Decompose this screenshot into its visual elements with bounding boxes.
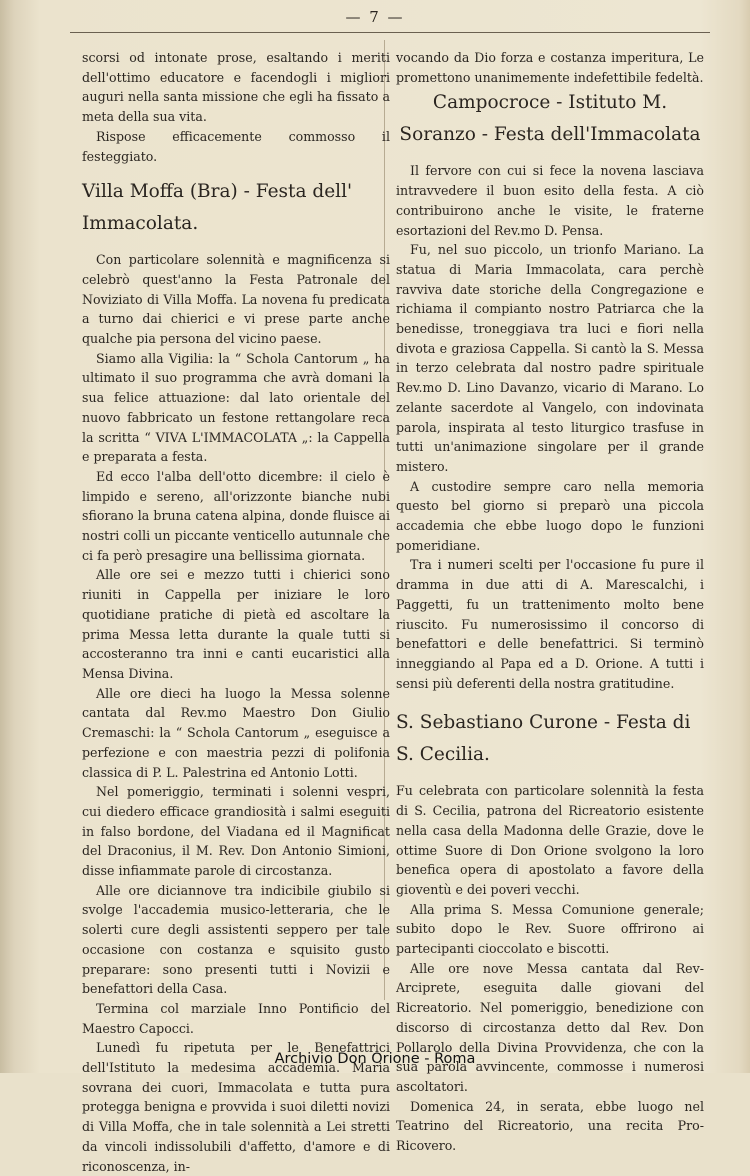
paragraph: Rispose efficacemente commosso il festeggiato.	[82, 128, 390, 164]
paragraph: scorsi od intonate prose, esaltando i meriti dell'ottimo educatore e facendogli i migliori auguri nella santa missione che egli ha fissato a meta della sua vita.	[82, 50, 390, 125]
paragraph: Alle ore dieci ha luogo la Messa solenne cantata dal Rev.mo Maestro Don Giulio Cremaschi: la “ Schola Cantorum „ eseguisce a perfezione e con maestria pezzi di polifonia classica di P. L. Palestrina ed Antonio Lotti.	[82, 685, 390, 780]
section-heading-villa-moffa: Villa Moffa (Bra) - Festa dell' Immacolata.	[82, 181, 353, 235]
paragraph: Fu celebrata con particolare solennità la festa di S. Cecilia, patrona del Ricreatorio esistente nella casa della Madonna delle Grazie, dove le ottime Suore di Don Orione svolgono la loro benefica opera di apostolato a favore della gioventù e dei poveri vecchi.	[396, 783, 704, 897]
paragraph: Ed ecco l'alba dell'otto dicembre: il cielo è limpido e sereno, all'orizzonte bianche nubi sfiorano la bruna catena alpina, donde fluisce ai nostri colli un piccante venticello autunnale che ci fa però presagire una bellissima giornata.	[82, 468, 390, 563]
paragraph: Il fervore con cui si fece la novena lasciava intravvedere il buon esito della festa. A ciò contribuirono anche le visite, le fraterne esortazioni del Rev.mo D. Pensa.	[396, 163, 704, 238]
paragraph: Lunedì fu ripetuta per le Benefattrici dell'Istituto la medesima accademia. Maria sovrana dei cuori, Immacolata e tutta pura protegga benigna e provvida i suoi diletti novizi di Villa Moffa, che in tale solennità a Lei stretti da vincoli indissolubili d'affetto, d'amore e di riconoscenza, in-	[82, 1040, 390, 1174]
left-column	[82, 48, 390, 1176]
paragraph: Alla prima S. Messa Comunione generale; subito dopo le Rev. Suore offrirono ai partecipanti cioccolato e biscotti.	[396, 901, 704, 957]
paragraph: Con particolare solennità e magnificenza si celebrò quest'anno la Festa Patronale del Noviziato di Villa Moffa. La novena fu predicata a turno dai chierici e vi prese parte anche qualche pia persona del vicino paese.	[82, 252, 390, 347]
archive-footer: Archivio Don Orione - Roma	[274, 1051, 476, 1067]
section-heading-campocroce: Campocroce - Istituto M. Soranzo - Festa dell'Immacolata	[399, 92, 701, 146]
paragraph: A custodire sempre caro nella memoria questo bel giorno si preparò una piccola accademia che ebbe luogo dopo le funzioni pomeridiane.	[396, 478, 704, 553]
header-rule	[70, 32, 710, 33]
page-number: — 7 —	[345, 8, 405, 26]
paragraph: vocando da Dio forza e costanza imperitura, Le promettono unanimemente indefettibile fedeltà.	[396, 50, 704, 85]
paragraph: Alle ore sei e mezzo tutti i chierici sono riuniti in Cappella per iniziare le loro quotidiane pratiche di pietà ed ascoltare la prima Messa letta durante la quale tutti si accosteranno tra inni e canti eucaristici alla Mensa Divina.	[82, 567, 390, 681]
section-heading-s-sebastiano: S. Sebastiano Curone - Festa di S. Cecilia.	[396, 712, 691, 766]
paragraph: Alle ore nove Messa cantata dal Rev- Arciprete, eseguita dalle giovani del Ricreatorio. Nel pomeriggio, benedizione con discorso di circostanza detto dal Rev. Don Pollarolo della Divina Provvidenza, che con la sua parola avvincente, commosse i numerosi ascoltatori.	[396, 960, 704, 1094]
paragraph: Alle ore diciannove tra indicibile giubilo si svolge l'accademia musico-letteraria, che le solerti cure degli assistenti seppero per tale occasione con costanza e squisito gusto preparare: sono presenti tutti i Novizii e benefattori della Casa.	[82, 882, 390, 997]
paragraph: Domenica 24, in serata, ebbe luogo nel Teatrino del Ricreatorio, una recita Pro-Ricovero.	[396, 1098, 704, 1154]
paragraph: Termina col marziale Inno Pontificio del Maestro Capocci.	[82, 1000, 390, 1036]
paragraph: Tra i numeri scelti per l'occasione fu pure il dramma in due atti di A. Marescalchi, i Paggetti, fu un trattenimento molto bene riuscito. Fu numerosissimo il concorso di benefattori e delle benefattrici. Si terminò inneggiando al Papa ed a D. Orione. A tutti i sensi più deferenti della nostra gratitudine.	[396, 557, 704, 691]
paragraph: Fu, nel suo piccolo, un trionfo Mariano. La statua di Maria Immacolata, cara perchè ravviva date storiche della Congregazione e richiama il compianto nostro Patriarca che la benedisse, troneggiava tra luci e fiori nella divota e graziosa Cappella. Si cantò la S. Messa in terzo celebrata dal nostro padre spirituale Rev.mo D. Lino Davanzo, vicario di Marano. Lo zelante sacerdote al Vangelo, con indovinata parola, inspirata al testo liturgico trasfuse in tutti un'animazione singolare per il grande mistero.	[396, 242, 704, 474]
paragraph: Siamo alla Vigilia: la “ Schola Cantorum „ ha ultimato il suo programma che avrà domani la sua felice attuazione: dal lato orientale del nuovo fabbricato un festone rettangolare reca la scritta “ VIVA L'IMMACOLATA „: la Cappella e preparata a festa.	[82, 350, 390, 465]
right-column	[396, 48, 704, 1156]
paragraph: Nel pomeriggio, terminati i solenni vespri, cui diedero efficace grandiosità i salmi eseguiti in falso bordone, del Viadana ed il Magnificat del Draconius, il M. Rev. Don Antonio Simioni, disse infiammate parole di circostanza.	[82, 784, 390, 879]
